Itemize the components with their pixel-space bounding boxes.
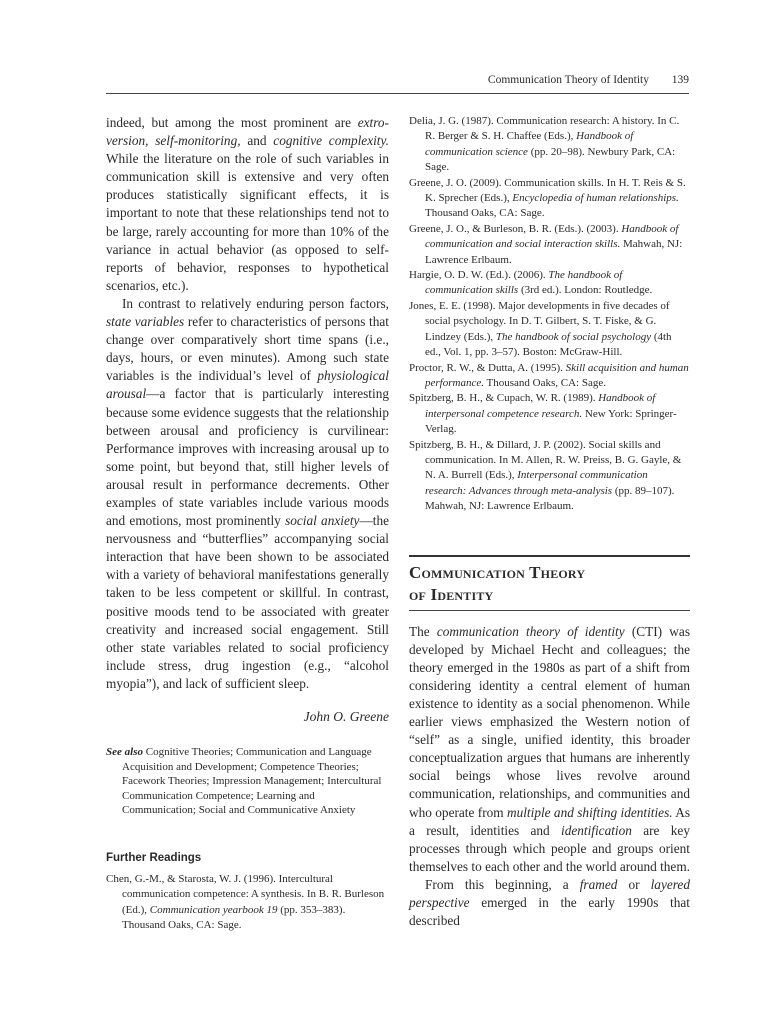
text-run: Thousand Oaks, CA: Sage. bbox=[483, 376, 606, 389]
italic-title: Skill acquisition and human performance. bbox=[425, 361, 689, 389]
text-run: Greene, J. O. (2009). Communication skills. In H. T. Reis & S. K. Sprecher (Eds.), bbox=[409, 176, 686, 205]
text-run: or bbox=[617, 876, 651, 892]
left-column bbox=[106, 114, 389, 934]
text-run: Jones, E. E. (1998). Major developments in five decades of social psychology. In D. T. Gilbert, S. T. Fiske, & G. Lindzey (Eds.), bbox=[409, 299, 670, 343]
text-run: (CTI) was developed by Michael Hecht and colleagues; the theory emerged in the 1980s as part of a shift from considering identity a central element of human existence to identity as a social phenomenon. While earlier views emphasized the Western notion of “self” as a single, unified identity, this broader conceptualization argues that humans are inherently social beings whose lives revolve around communication, relationships, and communities and who operate from bbox=[409, 623, 690, 820]
text-run: emerged in the early 1990s that described bbox=[409, 894, 690, 929]
italic-term: extro-version, self-monitoring, bbox=[106, 115, 389, 149]
text-run: From this beginning, a bbox=[425, 876, 580, 892]
paragraph-cti-intro bbox=[409, 623, 690, 876]
italic-term: cognitive complexity. bbox=[273, 133, 389, 149]
text-run: (4th ed., Vol. 1, pp. 3–57). Boston: McGraw-Hill. bbox=[425, 330, 672, 359]
italic-term: framed bbox=[579, 876, 618, 892]
reference-entry bbox=[409, 361, 690, 392]
header-rule bbox=[106, 93, 689, 94]
italic-title: The handbook of social psychology bbox=[495, 330, 652, 343]
left-body-text bbox=[106, 114, 389, 693]
reference-entry bbox=[409, 114, 690, 176]
see-also-label: See also bbox=[106, 746, 143, 758]
text-run: Thousand Oaks, CA: Sage. bbox=[425, 207, 545, 220]
section-heading bbox=[409, 562, 690, 606]
italic-title: Handbook of communication and social interaction skills. bbox=[425, 222, 679, 251]
text-run: Spitzberg, B. H., & Cupach, W. R. (1989). bbox=[409, 392, 599, 405]
text-run: —the nervousness and “butterflies” accompanying social interaction that have been shown to be associated with a variety of behavioral manifestations generally taken to be less competent or skillful. In contrast, positive moods tend to be associated with greater creativity and increased social engagement. Still other state variables related to social proficiency include stress, drug ingestion (e.g., “alcohol myopia”), and lack of sufficient sleep. bbox=[106, 513, 389, 691]
text-run: While the literature on the role of such variables in communication skill is extensive and very often produces statistically significant effects, it is important to note that these relationships tend not to be large, rarely accounting for more than 10% of the variance in actual behavior (as opposed to self-reports of behavior, responses to hypothetical scenarios, etc.). bbox=[106, 151, 389, 293]
text-run: (pp. 20–98). Newbury Park, CA: Sage. bbox=[425, 145, 676, 174]
text-run: Proctor, R. W., & Dutta, A. (1995). bbox=[409, 361, 566, 374]
text-run: As a result, identities and bbox=[409, 804, 691, 838]
text-run: Hargie, O. D. W. (Ed.). (2006). bbox=[409, 269, 549, 282]
section-heading-line: Communication Theory bbox=[409, 562, 586, 582]
italic-term: state variables bbox=[106, 314, 185, 330]
reference-entry bbox=[409, 268, 690, 299]
italic-term: social anxiety bbox=[285, 513, 360, 529]
text-run: (pp. 89–107). Mahwah, NJ: Lawrence Erlbaum. bbox=[425, 484, 675, 513]
text-run: and bbox=[240, 133, 274, 149]
see-also bbox=[106, 745, 389, 818]
text-run: Chen, G.-M., & Starosta, W. J. (1996). Intercultural communication competence: A synthesis. In B. R. Burleson (Ed.), bbox=[106, 872, 385, 916]
section-top-rule bbox=[409, 555, 690, 557]
text-run: The bbox=[409, 623, 437, 639]
italic-title: Handbook of communication science bbox=[425, 130, 634, 158]
text-run: (pp. 353–383). Thousand Oaks, CA: Sage. bbox=[122, 903, 346, 932]
reference-entry bbox=[409, 299, 690, 361]
reference-list bbox=[409, 114, 690, 515]
text-run: (3rd ed.). London: Routledge. bbox=[518, 284, 653, 297]
right-column bbox=[409, 114, 690, 930]
right-body-text bbox=[409, 623, 690, 931]
italic-term: identification bbox=[561, 822, 632, 838]
italic-term: physiological arousal bbox=[106, 368, 389, 402]
italic-term: multiple and shifting identities. bbox=[506, 804, 673, 820]
reference-entry bbox=[409, 176, 690, 222]
section-bottom-rule bbox=[409, 610, 690, 611]
text-run: indeed, but among the most prominent are bbox=[106, 115, 358, 130]
see-also-text: Cognitive Theories; Communication and Language Acquisition and Development; Competence Theories; Facework Theories; Impression Management; Intercultural Communication Competence; Learning and Communication; Social and Communicative Anxiety bbox=[122, 746, 382, 817]
page-number: 139 bbox=[671, 74, 689, 86]
paragraph-layered-perspective bbox=[409, 876, 690, 930]
italic-term: communication theory of identity bbox=[436, 623, 625, 639]
section-heading-line: of Identity bbox=[409, 584, 494, 604]
text-run: Mahwah, NJ: Lawrence Erlbaum. bbox=[425, 238, 683, 266]
reference-entry bbox=[409, 391, 690, 437]
further-readings-heading: Further Readings bbox=[106, 851, 202, 864]
paragraph-state-variables bbox=[106, 295, 389, 693]
text-run: refer to characteristics of persons that change over comparatively short time spans (i.e., days, hours, or even minutes). Among such state variables is the individual’s level of bbox=[106, 314, 389, 384]
italic-title: Interpersonal communication research: Advances through meta-analysis bbox=[425, 469, 648, 497]
reference-entry bbox=[106, 872, 389, 934]
text-run: Greene, J. O., & Burleson, B. R. (Eds.). (2003). bbox=[409, 222, 622, 235]
italic-title: Communication yearbook 19 bbox=[149, 903, 278, 916]
reference-entry bbox=[409, 222, 690, 268]
reference-entry bbox=[409, 438, 690, 515]
text-run: Spitzberg, B. H., & Dillard, J. P. (2002). Social skills and communication. In M. Allen, R. W. Preiss, B. G. Gayle, & N. A. Burrell (Eds.), bbox=[409, 438, 682, 482]
italic-term: layered perspective bbox=[409, 876, 690, 910]
text-run: —a factor that is particularly interesting because some evidence suggests that the relationship between arousal and proficiency is curvilinear: Performance improves with increasing arousal up to some point, but beyond that, still higher levels of arousal result in performance decrements. Other examples of state variables include various moods and emotions, most prominently bbox=[106, 386, 389, 529]
running-header bbox=[106, 74, 689, 94]
text-run: are key processes through which people and groups orient themselves to each other and the world around them. bbox=[409, 822, 690, 874]
author-signature: John O. Greene bbox=[303, 709, 389, 724]
text-run: New York: Springer-Verlag. bbox=[425, 407, 677, 436]
text-run: In contrast to relatively enduring person factors, bbox=[122, 295, 389, 311]
italic-title: The handbook of communication skills bbox=[425, 269, 623, 297]
paragraph-person-factors bbox=[106, 114, 389, 295]
text-run: Delia, J. G. (1987). Communication research: A history. In C. R. Berger & S. H. Chaffee (Eds.), bbox=[409, 115, 680, 143]
italic-title: Handbook of interpersonal competence research. bbox=[425, 392, 656, 420]
running-title: Communication Theory of Identity bbox=[487, 74, 649, 86]
italic-title: Encyclopedia of human relationships. bbox=[512, 192, 679, 205]
